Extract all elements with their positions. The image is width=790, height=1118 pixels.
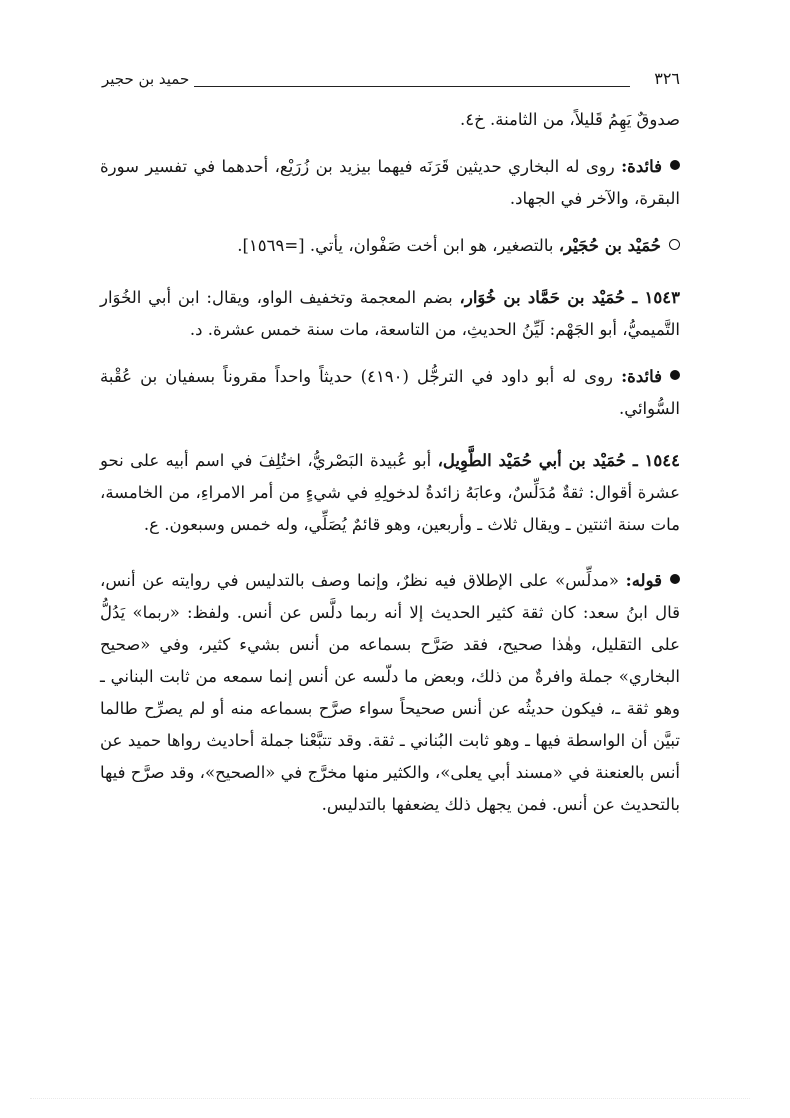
paragraph-text: بالتصغير، هو ابن أخت صَفْوان، يأتي. [=١٥٦٩].	[237, 236, 559, 255]
entry-heading: ١٥٤٣ ـ حُمَيْد بن حَمَّاد بن خُوَار،	[459, 288, 680, 307]
paragraph-continuation	[100, 104, 680, 136]
cross-reference-entry	[100, 230, 680, 262]
biography-entry-1543	[100, 282, 680, 346]
paragraph-text: صدوقٌ يَهِمُ قَليلاً، من الثامنة. خ٤.	[459, 110, 680, 129]
circle-marker-icon	[669, 239, 680, 250]
note-label: فائدة:	[621, 367, 662, 386]
running-title: حميد بن حجير	[102, 70, 190, 88]
paragraph-text: بضم المعجمة وتخفيف الواو، ويقال: ابن أبي الخُوَار التَّميميُّ، أبو الجَهْم: لَيِّنُ الحديثِ، من التاسعة، مات سنة خمس عشرة. د.	[100, 288, 680, 339]
paragraph-text: روى له أبو داود في الترجُّل (٤١٩٠) حديثاً واحداً مقروناً بسفيان بن عُقْبة السُّوائي.	[100, 367, 680, 418]
bullet-icon	[670, 370, 680, 380]
body-text	[100, 104, 680, 821]
running-head	[102, 68, 680, 94]
paragraph-text: أبو عُبيدة البَصْريُّ، اختُلِفَ في اسم أبيه على نحو عشرة أقوال: ثقةٌ مُدَلِّسٌ، وعابَهُ زائدةُ لدخولِهِ في شيءٍ من أمر الامراءِ، من الخامسة، مات سنة اثنتين ـ ويقال ثلاث ـ وأربعين، وهو قائمٌ يُصَلِّي، وله خمس وسبعون. ع.	[100, 451, 680, 534]
note-paragraph	[100, 361, 680, 425]
entry-heading: حُمَيْد بن حُجَيْر،	[558, 236, 661, 255]
entry-heading: ١٥٤٤ ـ حُمَيْد بن أبي حُمَيْد الطَّوِيل،	[437, 451, 680, 470]
note-label: فائدة:	[621, 157, 662, 176]
bullet-icon	[670, 574, 680, 584]
commentary-label: قوله:	[625, 571, 662, 590]
paragraph-text: روى له البخاري حديثين قَرَنَه فيهما بيزيد بن زُرَيْع، أحدهما في تفسير سورة البقرة، والآخر في الجهاد.	[100, 157, 680, 208]
header-rule	[194, 86, 630, 87]
scan-edge-marks	[30, 1098, 750, 1111]
page-number: ٣٢٦	[654, 69, 680, 88]
paragraph-text: «مدلِّس» على الإطلاق فيه نظرٌ، وإنما وصف بالتدليس في روايته عن أنس، قال ابنُ سعد: كان ثقة كثير الحديث إلا أنه ربما دلَّس عن أنس. ولفظ: «ربما» يَدُلُّ على التقليل، وهٰذا صحيح، فقد صَرَّح بسماعه من أنس بشيء كثير، وفي «صحيح البخاري» جملة وافرةٌ من ذلك، وبعض ما دلّسه عن أنس إنما سمعه من ثابت البناني ـ وهو ثقة ـ، فيكون حديثُه عن أنس صحيحاً سواء صرَّح بسماعه منه أو لم يصرِّح طالما تبيَّن أن الواسطة فيها ـ وهو ثابت البُناني ـ ثقة. وقد تتبَّعْنا جملة أحاديث رواها حميد عن أنس بالعنعنة في «مسند أبي يعلى»، والكثير منها مخرَّج في «الصحيح»، وقد صرَّح فيها بالتحديث عن أنس. فمن يجهل ذلك يضعفها بالتدليس.	[100, 571, 680, 814]
note-paragraph	[100, 151, 680, 215]
commentary-paragraph	[100, 565, 680, 821]
bullet-icon	[670, 160, 680, 170]
biography-entry-1544	[100, 445, 680, 541]
